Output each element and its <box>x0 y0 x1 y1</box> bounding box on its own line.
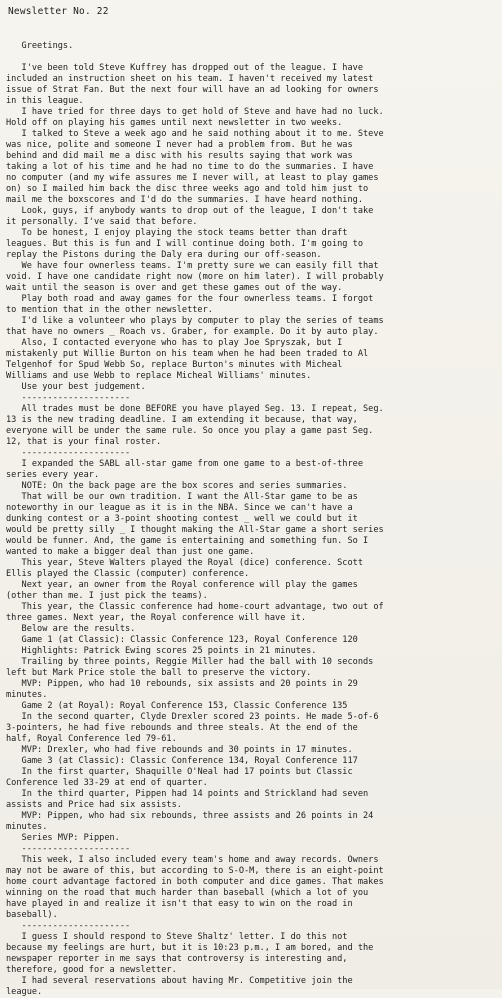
body-line: I've been told Steve Kuffrey has dropped out of the league. I have <box>6 63 364 73</box>
body-line: We have four ownerless teams. I'm pretty sure we can easily fill that <box>6 261 379 271</box>
body-line: Game 2 (at Royal): Royal Conference 153, Classic Conference 135 <box>6 701 348 711</box>
body-line: may not be aware of this, but according to S-O-M, there is an eight-point <box>6 866 384 876</box>
body-line: minutes. <box>6 690 48 700</box>
body-line <box>6 30 496 41</box>
body-line: MVP: Pippen, who had 10 rebounds, six assists and 20 points in 29 <box>6 679 358 689</box>
body-line: --------------------- <box>6 393 131 403</box>
body-line: included an instruction sheet on his team. I haven't received my latest <box>6 74 374 84</box>
body-line: that have no owners _ Roach vs. Graber, for example. Do it by auto play. <box>6 327 379 337</box>
body-line: mistakenly put Willie Burton on his team when he had been traded to Al <box>6 349 369 359</box>
body-line: would be funner. And, the game is entertaining and something fun. So I <box>6 536 369 546</box>
body-line: have played in and realize it isn't that easy to win on the road in <box>6 899 353 909</box>
body-line: because my feelings are hurt, but it is 10:23 p.m., I am bored, and the <box>6 943 374 953</box>
body-line: This year, Steve Walters played the Royal (dice) conference. Scott <box>6 558 364 568</box>
body-line: no computer (and my wife assures me I never will, at least to play games <box>6 173 379 183</box>
body-line: Play both road and away games for the four ownerless teams. I forgot <box>6 294 374 304</box>
newsletter-body <box>6 30 496 998</box>
body-line: everyone will be under the same rule. So once you play a game past Seg. <box>6 426 374 436</box>
body-line: 3-pointers, he had five rebounds and three steals. At the end of the <box>6 723 358 733</box>
body-line: minutes. <box>6 822 48 832</box>
body-line: 12, that is your final roster. <box>6 437 162 447</box>
body-line: This year, the Classic conference had home-court advantage, two out of <box>6 602 384 612</box>
body-line: Trailing by three points, Reggie Miller had the ball with 10 seconds <box>6 657 374 667</box>
body-line: dunking contest or a 3-point shooting contest _ well we could but it <box>6 514 358 524</box>
body-line: That will be our own tradition. I want the All-Star game to be as <box>6 492 358 502</box>
body-line: In the first quarter, Shaquille O'Neal had 17 points but Classic <box>6 767 353 777</box>
body-line: Game 1 (at Classic): Classic Conference 123, Royal Conference 120 <box>6 635 358 645</box>
body-line: was nice, polite and someone I never had a problem from. But he was <box>6 140 353 150</box>
body-line: In the second quarter, Clyde Drexler scored 23 points. He made 5-of-6 <box>6 712 379 722</box>
body-line: behind and did mail me a disc with his results saying that work was <box>6 151 353 161</box>
body-line: noteworthy in our league as it is in the NBA. Since we can't have a <box>6 503 353 513</box>
body-line: NOTE: On the back page are the box scores and series summaries. <box>6 481 348 491</box>
body-line: series every year. <box>6 470 100 480</box>
body-line: it personally. I've said that before. <box>6 217 198 227</box>
body-line: Below are the results. <box>6 624 136 634</box>
body-line: would be pretty silly _ I thought making the All-Star game a short series <box>6 525 384 535</box>
body-line: (other than me. I just pick the teams). <box>6 591 208 601</box>
body-line: league. <box>6 987 43 997</box>
body-line: I talked to Steve a week ago and he said nothing about it to me. Steve <box>6 129 384 139</box>
body-line: void. I have one candidate right now (more on him later). I will probably <box>6 272 384 282</box>
body-line: I'd like a volunteer who plays by computer to play the series of teams <box>6 316 384 326</box>
body-line: Ellis played the Classic (computer) conference. <box>6 569 250 579</box>
body-line: Highlights: Patrick Ewing scores 25 points in 21 minutes. <box>6 646 317 656</box>
body-line: leagues. But this is fun and I will continue doing both. I'm going to <box>6 239 363 249</box>
body-line: I had several reservations about having Mr. Competitive join the <box>6 976 353 986</box>
body-line: on) so I mailed him back the disc three weeks ago and told him just to <box>6 184 369 194</box>
body-line: Next year, an owner from the Royal conference will play the games <box>6 580 358 590</box>
body-line: --------------------- <box>6 844 131 854</box>
body-line: Series MVP: Pippen. <box>6 833 120 843</box>
body-line: newspaper reporter in me says that controversy is interesting and, <box>6 954 348 964</box>
body-line: taking a lot of his time and he had no time to do the summaries. I have <box>6 162 374 172</box>
body-line: All trades must be done BEFORE you have played Seg. 13. I repeat, Seg. <box>6 404 384 414</box>
body-line: In the third quarter, Pippen had 14 points and Strickland had seven <box>6 789 369 799</box>
body-line: issue of Strat Fan. But the next four will have an ad looking for owners <box>6 85 379 95</box>
body-line: left but Mark Price stole the ball to preserve the victory. <box>6 668 312 678</box>
body-line: therefore, good for a newsletter. <box>6 965 177 975</box>
body-line: mail me the boxscores and I'd do the summaries. I have heard nothing. <box>6 195 363 205</box>
body-line: replay the Pistons during the Daly era during our off-season. <box>6 250 322 260</box>
body-line: Williams and use Webb to replace Micheal Williams' minutes. <box>6 371 312 381</box>
body-line: Use your best judgement. <box>6 382 146 392</box>
body-line: wanted to make a bigger deal than just one game. <box>6 547 255 557</box>
body-line: assists and Price had six assists. <box>6 800 182 810</box>
body-line: home court advantage factored in both computer and dice games. That makes <box>6 877 384 887</box>
body-line: Telgenhof for Spud Webb So, replace Burton's minutes with Micheal <box>6 360 343 370</box>
body-line: --------------------- <box>6 448 131 458</box>
body-line: Greetings. <box>6 41 74 51</box>
body-line: I have tried for three days to get hold of Steve and have had no luck. <box>6 107 384 117</box>
body-line: wait until the season is over and get these games out of the way. <box>6 283 343 293</box>
body-line: Hold off on playing his games until next newsletter in two weeks. <box>6 118 343 128</box>
body-line: MVP: Drexler, who had five rebounds and 30 points in 17 minutes. <box>6 745 353 755</box>
body-line: Look, guys, if anybody wants to drop out of the league, I don't take <box>6 206 374 216</box>
body-line: baseball). <box>6 910 58 920</box>
body-line: to mention that in the other newsletter. <box>6 305 213 315</box>
body-line: MVP: Pippen, who had six rebounds, three assists and 26 points in 24 <box>6 811 374 821</box>
body-line: Conference led 33-29 at end of quarter. <box>6 778 208 788</box>
body-line: 13 is the new trading deadline. I am extending it because, that way, <box>6 415 358 425</box>
body-line: To be honest, I enjoy playing the stock teams better than draft <box>6 228 348 238</box>
body-line: winning on the road that much harder than baseball (which a lot of you <box>6 888 369 898</box>
body-line: This week, I also included every team's home and away records. Owners <box>6 855 379 865</box>
body-line: --------------------- <box>6 921 131 931</box>
body-line: I guess I should respond to Steve Shaltz' letter. I do this not <box>6 932 348 942</box>
body-line <box>6 52 496 63</box>
body-line: in this league. <box>6 96 84 106</box>
body-line: Also, I contacted everyone who has to play Joe Spryszak, but I <box>6 338 343 348</box>
newsletter-header: Newsletter No. 22 <box>8 6 109 17</box>
body-line: half, Royal Conference led 79-61. <box>6 734 177 744</box>
body-line: Game 3 (at Classic): Classic Conference 134, Royal Conference 117 <box>6 756 358 766</box>
body-line: three games. Next year, the Royal conference will have it. <box>6 613 307 623</box>
body-line: I expanded the SABL all-star game from one game to a best-of-three <box>6 459 364 469</box>
